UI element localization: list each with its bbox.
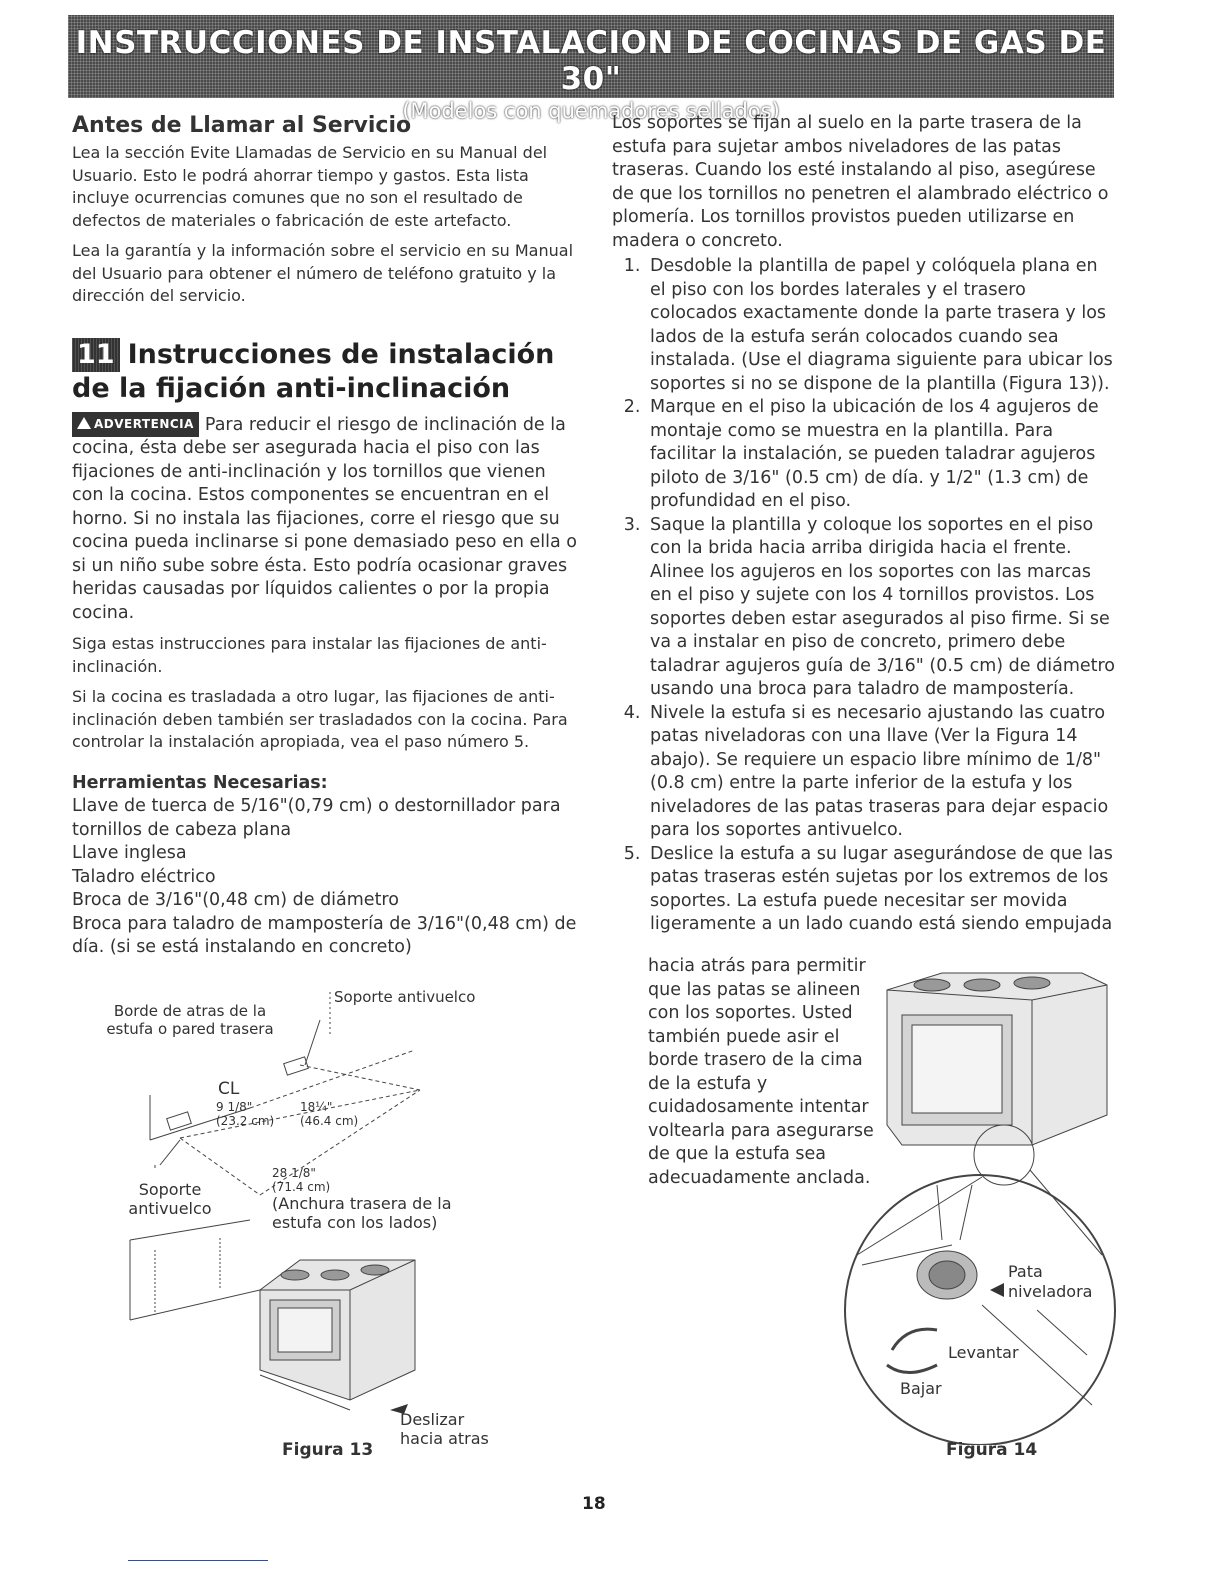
antes-heading: Antes de Llamar al Servicio: [72, 113, 412, 138]
warning-triangle-icon: [77, 417, 91, 429]
fig13-deslizar-label: Deslizar hacia atras: [400, 1410, 489, 1448]
fig13-anchura-label: (Anchura trasera de la estufa con los lados): [272, 1194, 452, 1232]
section-title: Instrucciones de instalación de la fijación anti-inclinación: [72, 338, 555, 404]
tool-item: Llave inglesa: [72, 843, 187, 863]
fig14-levantar-label: Levantar: [948, 1343, 1019, 1362]
step-item: 2. Marque en el piso la ubicación de los 4 agujeros de montaje como se muestra en la plantilla. Para facilitar la instalación, se pueden taladrar agujeros piloto de 3/16" (0.5 cm) de día. y 1/2" (1.3 cm) de profundidad en el piso.: [646, 396, 1117, 514]
fig13-dim1-in: 9 1/8": [216, 1100, 253, 1114]
moved-paragraph: Si la cocina es trasladada a otro lugar, las fijaciones de anti-inclinación deben también ser trasladados con la cocina. Para controlar la instalación apropiada, vea el paso número 5.: [72, 687, 568, 751]
banner-title: INSTRUCCIONES DE INSTALACION DE COCINAS DE GAS DE 30": [75, 25, 1107, 97]
fig13-dim3-cm: (71.4 cm): [272, 1180, 331, 1194]
antes-paragraph-2: Lea la garantía y la información sobre el servicio en su Manual del Usuario para obtener el número de teléfono gratuito y la dirección del servicio.: [72, 241, 574, 305]
step-item: 5. Deslice la estufa a su lugar asegurándose de que las patas traseras estén sujetas por los extremos de los soportes. La estufa puede necesitar ser movida ligeramente a un lado cuando está siendo empujada: [646, 843, 1117, 937]
tool-item: Taladro eléctrico: [72, 866, 216, 887]
tool-item: Broca de 3/16"(0,48 cm) de diámetro: [72, 890, 399, 910]
fig13-dim2-in: 18¼": [300, 1100, 333, 1114]
warning-paragraph: [72, 412, 577, 626]
antes-paragraph-1: Lea la sección Evite Llamadas de Servicio en su Manual del Usuario. Esto le podrá ahorrar tiempo y gastos. Esta lista incluye ocurrencias comunes que no son el resultado de defectos de materiales o fabricación de este artefacto.: [72, 143, 548, 230]
fig14-pata-label: Pata niveladora: [1008, 1262, 1093, 1301]
fig14-bajar-label: Bajar: [900, 1379, 942, 1398]
section-heading: [72, 338, 577, 406]
tool-item: Broca para taladro de mampostería de 3/16"(0,48 cm) de día. (si se está instalando en concreto): [72, 913, 577, 957]
follow-paragraph: Siga estas instrucciones para instalar las fijaciones de anti-inclinación.: [72, 634, 547, 676]
section-number: 11: [72, 338, 120, 372]
step-item: 1. Desdoble la plantilla de papel y colóquela plana en el piso con los bordes laterales y el trasero colocados exactamente donde la parte trasera y los lados de la estufa serán colocados cuando sea instalada. (Use el diagrama siguiente para ubicar los soportes si no se dispone de la plantilla (Figura 13)).: [646, 255, 1117, 396]
tools-list: [72, 795, 577, 960]
step-item: 4. Nivele la estufa si es necesario ajustando las cuatro patas niveladoras con una llave (Ver la Figura 14 abajo). Se requiere un espacio libre mínimo de 1/8" (0.8 cm) entre la parte inferior de la estufa y los niveladores de las patas traseras para dejar espacio para los soportes antivuelco.: [646, 702, 1117, 843]
intro-paragraph: Los soportes se fijan al suelo en la parte trasera de la estufa para sujetar ambos niveladores de las patas traseras. Cuando los esté instalando al piso, asegúrese de que los tornillos no penetren el alambrado eléctrico o plomería. Los tornillos provistos pueden utilizarse en madera o concreto.: [612, 113, 1109, 251]
fig13-dim2: [300, 1100, 358, 1128]
footer-line: [128, 1560, 268, 1561]
fig13-cl-label: CL: [218, 1079, 240, 1099]
figure-14-drawing: [832, 955, 1122, 1445]
left-column: [72, 112, 577, 960]
warning-badge: [72, 412, 199, 438]
fig13-dim1: [216, 1100, 274, 1128]
header-banner: [68, 15, 1114, 123]
fig13-dim3: [272, 1166, 330, 1194]
warning-text: Para reducir el riesgo de inclinación de la cocina, ésta debe ser asegurada hacia el piso con las fijaciones de anti-inclinación y los tornillos que vienen con la cocina. Estos componentes se encuentran en el horno. Si no instala las fijaciones, corre el riesgo que su cocina pueda inclinarse si pone demasiado peso en ella o si un niño sube sobre ésta. Esto podría ocasionar graves heridas causadas por líquidos calientes o por la propia cocina.: [72, 414, 577, 623]
fig13-borde-label: Borde de atras de la estufa o pared trasera: [106, 1002, 274, 1038]
fig13-soporte-top: Soporte antivuelco: [334, 988, 476, 1006]
figure-14-caption: Figura 14: [946, 1440, 1038, 1460]
fig13-dim2-cm: (46.4 cm): [300, 1114, 359, 1128]
right-column: [612, 112, 1117, 937]
fig13-dim3-in: 28 1/8": [272, 1166, 316, 1180]
figure-13-caption: Figura 13: [282, 1440, 374, 1460]
page-number: 18: [582, 1494, 606, 1514]
step-item: 3. Saque la plantilla y coloque los soportes en el piso con la brida hacia arriba dirigida hacia el frente. Alinee los agujeros en los soportes con las marcas en el piso y sujete con los 4 tornillos provistos. Los soportes deben estar asegurados al piso firme. Si se va a instalar en piso de concreto, primero debe taladrar agujeros guía de 3/16" (0.5 cm) de diámetro usando una broca para taladro de mampostería.: [646, 514, 1117, 702]
fig13-soporte-bottom: Soporte antivuelco: [128, 1180, 212, 1218]
tool-item: Llave de tuerca de 5/16"(0,79 cm) o destornillador para tornillos de cabeza plana: [72, 796, 561, 840]
warning-label: ADVERTENCIA: [94, 416, 194, 431]
fig13-dim1-cm: (23.2 cm): [216, 1114, 275, 1128]
tools-heading: Herramientas Necesarias:: [72, 772, 328, 793]
steps-list: [612, 255, 1117, 937]
banner-subtitle: (Modelos con quemadores sellados): [402, 99, 780, 123]
step5-continuation: hacia atrás para permitir que las patas se alineen con los soportes. Usted también puede asir el borde trasero de la cima de la estufa y cuidadosamente intentar voltearla para asegurarse de que la estufa sea adecuadamente anclada.: [648, 956, 874, 1188]
